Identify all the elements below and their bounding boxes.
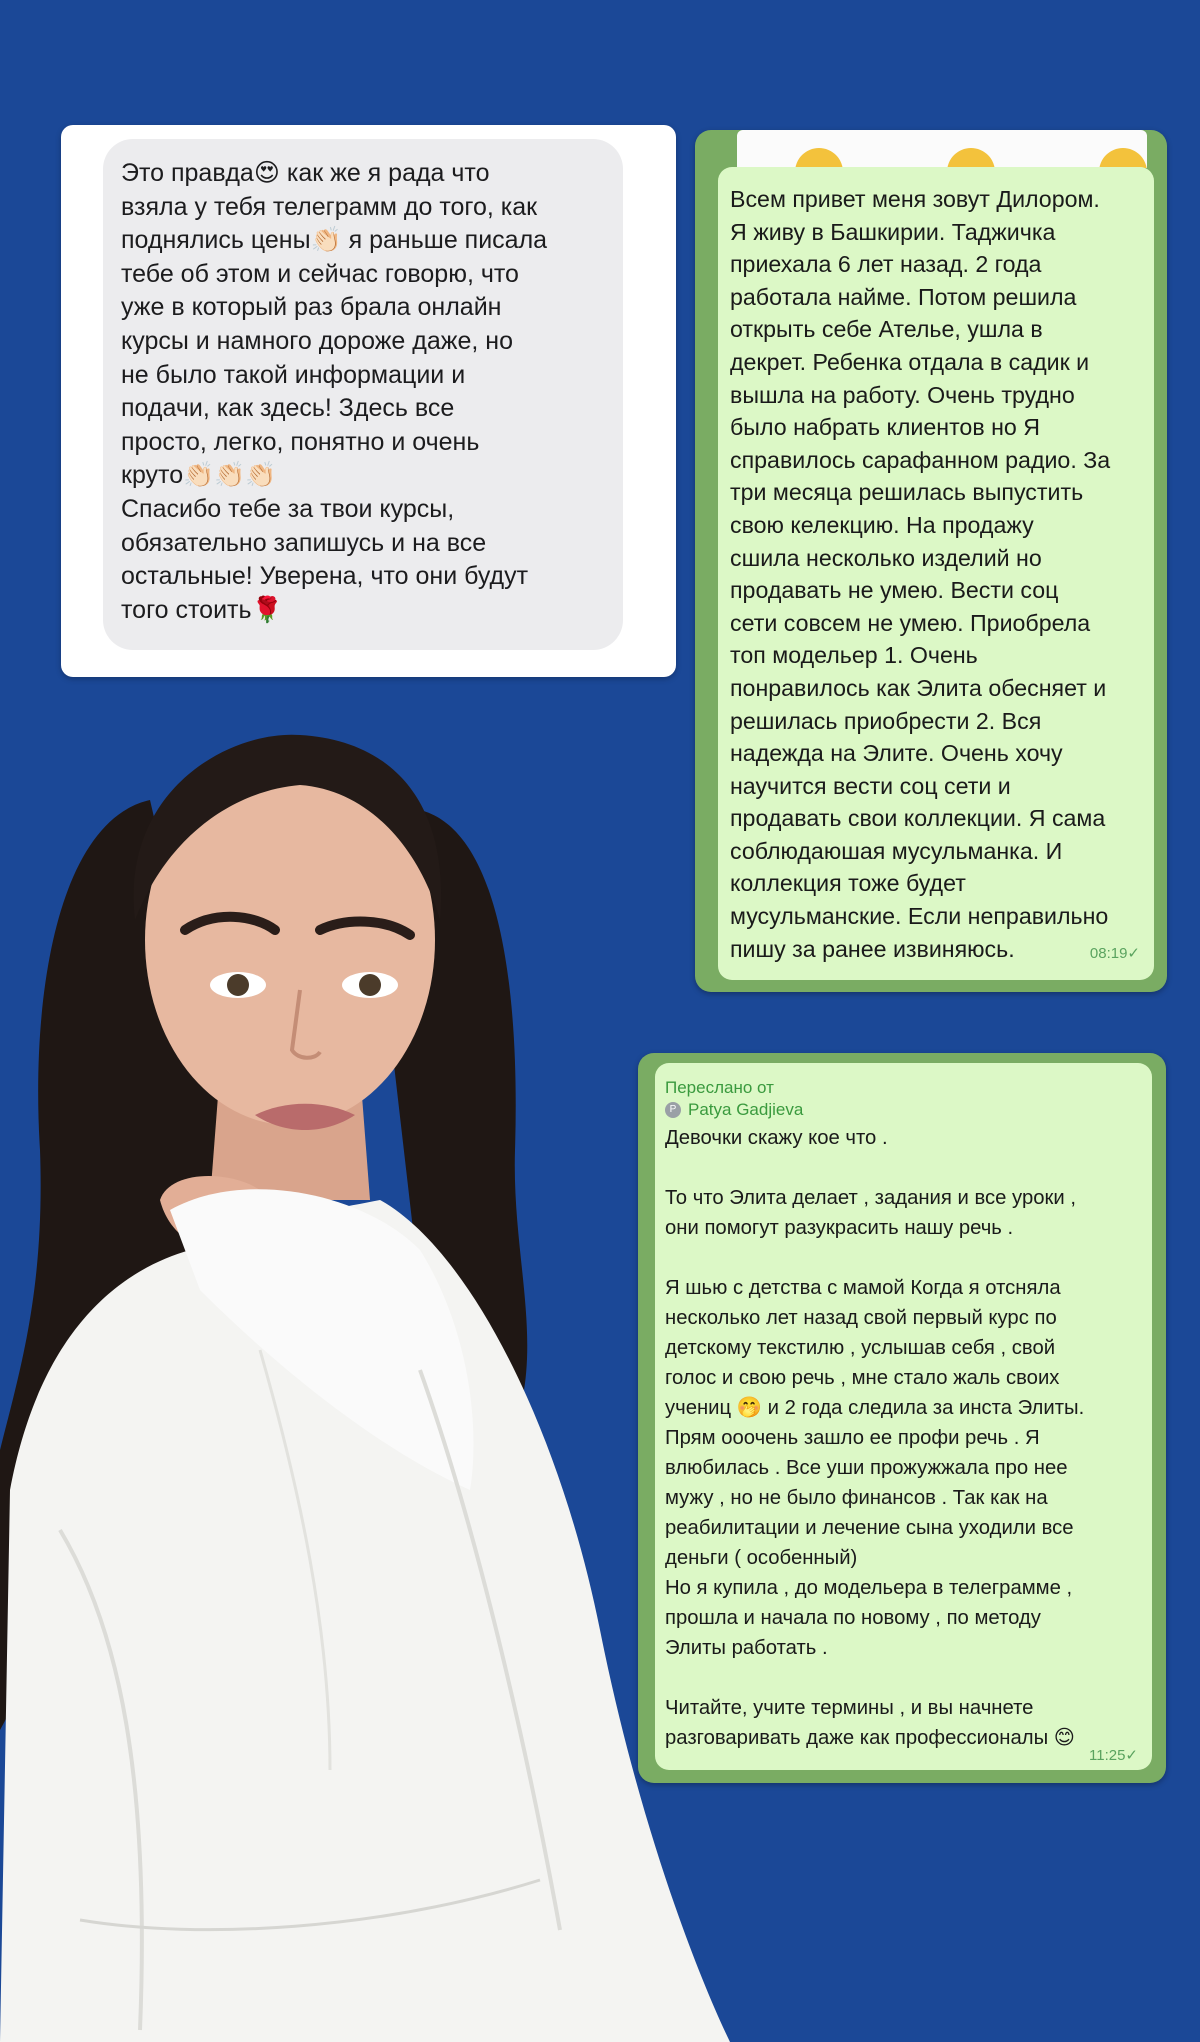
message-time: 08:19✓ (1089, 945, 1140, 962)
author-avatar: P (665, 1102, 681, 1118)
review-card-2 (695, 130, 1167, 992)
message-text: Это правда😍 как же я рада что взяла у тебя телеграмм до того, как поднялись цены👏🏻 я раньше писала тебе об этом и сейчас говорю, что уже в который раз брала онлайн курсы и намного дороже даже, но не было такой информации и подачи, как здесь! Здесь все просто, легко, понятно и очень круто👏🏻👏🏻👏🏻 Спасибо тебе за твои курсы, обязательно запишусь и на все остальные! Уверена, что они будут того стоить🌹 (121, 159, 548, 624)
message-time: 11:25✓ (1089, 1747, 1138, 1764)
message-bubble (718, 167, 1154, 980)
message-text: Всем привет меня зовут Дилором. Я живу в Башкирии. Таджичка приехала 6 лет назад. 2 года работала найме. Потом решила открыть себе Ателье, ушла в декрет. Ребенка отдала в садик и вышла на работу. Очень трудно было набрать клиентов но Я справилось сарафанном радио. За три месяца решилась выпустить свою келекцию. На продажу сшила несколько изделий но продавать не умею. Вести соц сети совсем не умею. Приобрела топ модельер 1. Очень понравилось как Элита обесняет и решилась приобрести 2. Вся надежда на Элите. Очень хочу научится вести соц сети и продавать свои коллекции. Я сама соблюдаюшая мусульманка. И коллекция тоже будет мусульманские. Если неправильно пишу за ранее извиняюсь. (730, 186, 1111, 962)
message-text: Девочки скажу кое что . То что Элита делает , задания и все уроки , они помогут разукрасить нашу речь . Я шью с детства с мамой Когда я отсняла несколько лет назад свой первый курс по детскому текстилю , услышав себя , свой голос и свою речь , мне стало жаль своих учениц 🤭 и 2 года следила за инста Элиты. Прям ооочень зашло ее профи речь . Я влюбилась . Все уши прожужжала про нее мужу , но не было финансов . Так как на реабилитации и лечение сына уходили все деньги ( особенный) Но я купила , до модельера в телеграмме , прошла и начала по новому , по методу Элиты работать . Читайте, учите термины , и вы начнете разговаривать даже как профессионалы 😊 (665, 1127, 1085, 1749)
emoji-strip (737, 130, 1147, 168)
review-card-1 (61, 125, 676, 677)
emoji-icon (795, 148, 843, 168)
forwarded-author[interactable] (665, 1099, 1140, 1121)
author-name: Patya Gadjieva (688, 1100, 804, 1119)
forwarded-label: Переслано от (665, 1078, 774, 1097)
portrait-photo (0, 730, 730, 2042)
emoji-icon (947, 148, 995, 168)
message-bubble (103, 139, 623, 650)
emoji-icon (1099, 148, 1147, 168)
